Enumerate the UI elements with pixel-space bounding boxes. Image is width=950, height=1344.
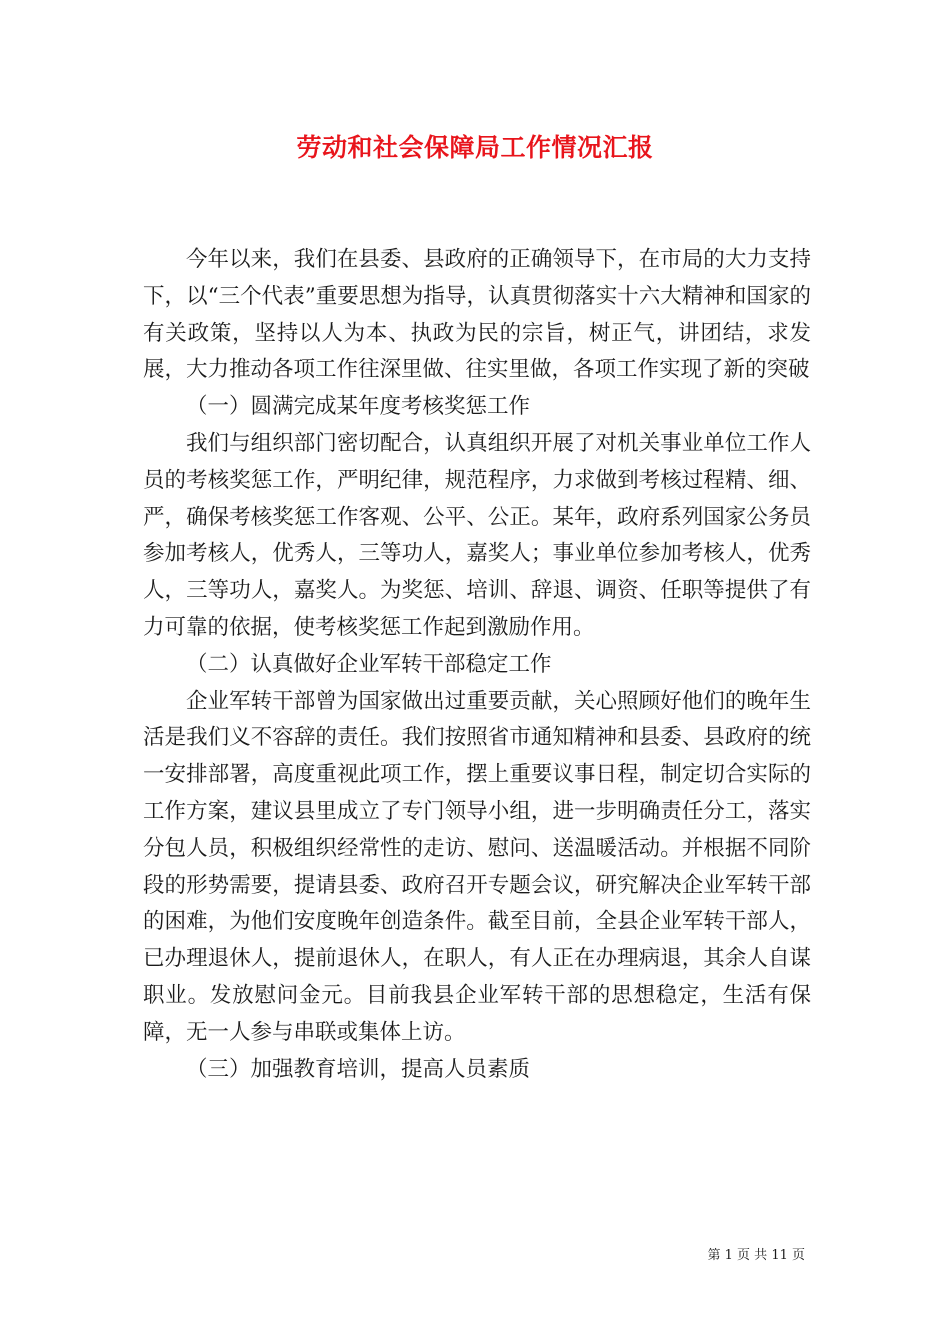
document-title: 劳动和社会保障局工作情况汇报 [296,133,654,162]
document-body [143,242,811,1088]
section-heading-2: （二）认真做好企业军转干部稳定工作 [186,651,552,677]
section-heading-1: （一）圆满完成某年度考核奖惩工作 [186,394,531,420]
section-heading-3: （三）加强教育培训，提高人员素质 [186,1056,531,1082]
paragraph-section-2: 企业军转干部曾为国家做出过重要贡献，关心照顾好他们的晚年生活是我们义不容辞的责任。我们按照省市通知精神和县委、县政府的统一安排部署，高度重视此项工作，摆上重要议事日程，制定切合实际的工作方案，建议县里成立了专门领导小组，进一步明确责任分工，落实分包人员，积极组织经常性的走访、慰问、送温暖活动。并根据不同阶段的形势需要，提请县委、政府召开专题会议，研究解决企业军转干部的困难，为他们安度晚年创造条件。截至目前，全县企业军转干部人，已办理退休人，提前退休人，在职人，有人正在办理病退，其余人自谋职业。发放慰问金元。目前我县企业军转干部的思想稳定，生活有保障，无一人参与串联或集体上访。 [143,688,811,1045]
page-number-footer: 第 1 页 共 11 页 [707,1248,805,1263]
paragraph-intro: 今年以来，我们在县委、县政府的正确领导下，在市局的大力支持下，以“三个代表”重要思想为指导，认真贯彻落实十六大精神和国家的有关政策，坚持以人为本、执政为民的宗旨，树正气，讲团结，求发展，大力推动各项工作往深里做、往实里做，各项工作实现了新的突破 [143,247,811,383]
paragraph-section-1: 我们与组织部门密切配合，认真组织开展了对机关事业单位工作人员的考核奖惩工作，严明纪律，规范程序，力求做到考核过程精、细、严，确保考核奖惩工作客观、公平、公正。某年，政府系列国家公务员参加考核人，优秀人，三等功人，嘉奖人；事业单位参加考核人，优秀人，三等功人，嘉奖人。为奖惩、培训、辞退、调资、任职等提供了有力可靠的依据，使考核奖惩工作起到激励作用。 [143,430,811,640]
